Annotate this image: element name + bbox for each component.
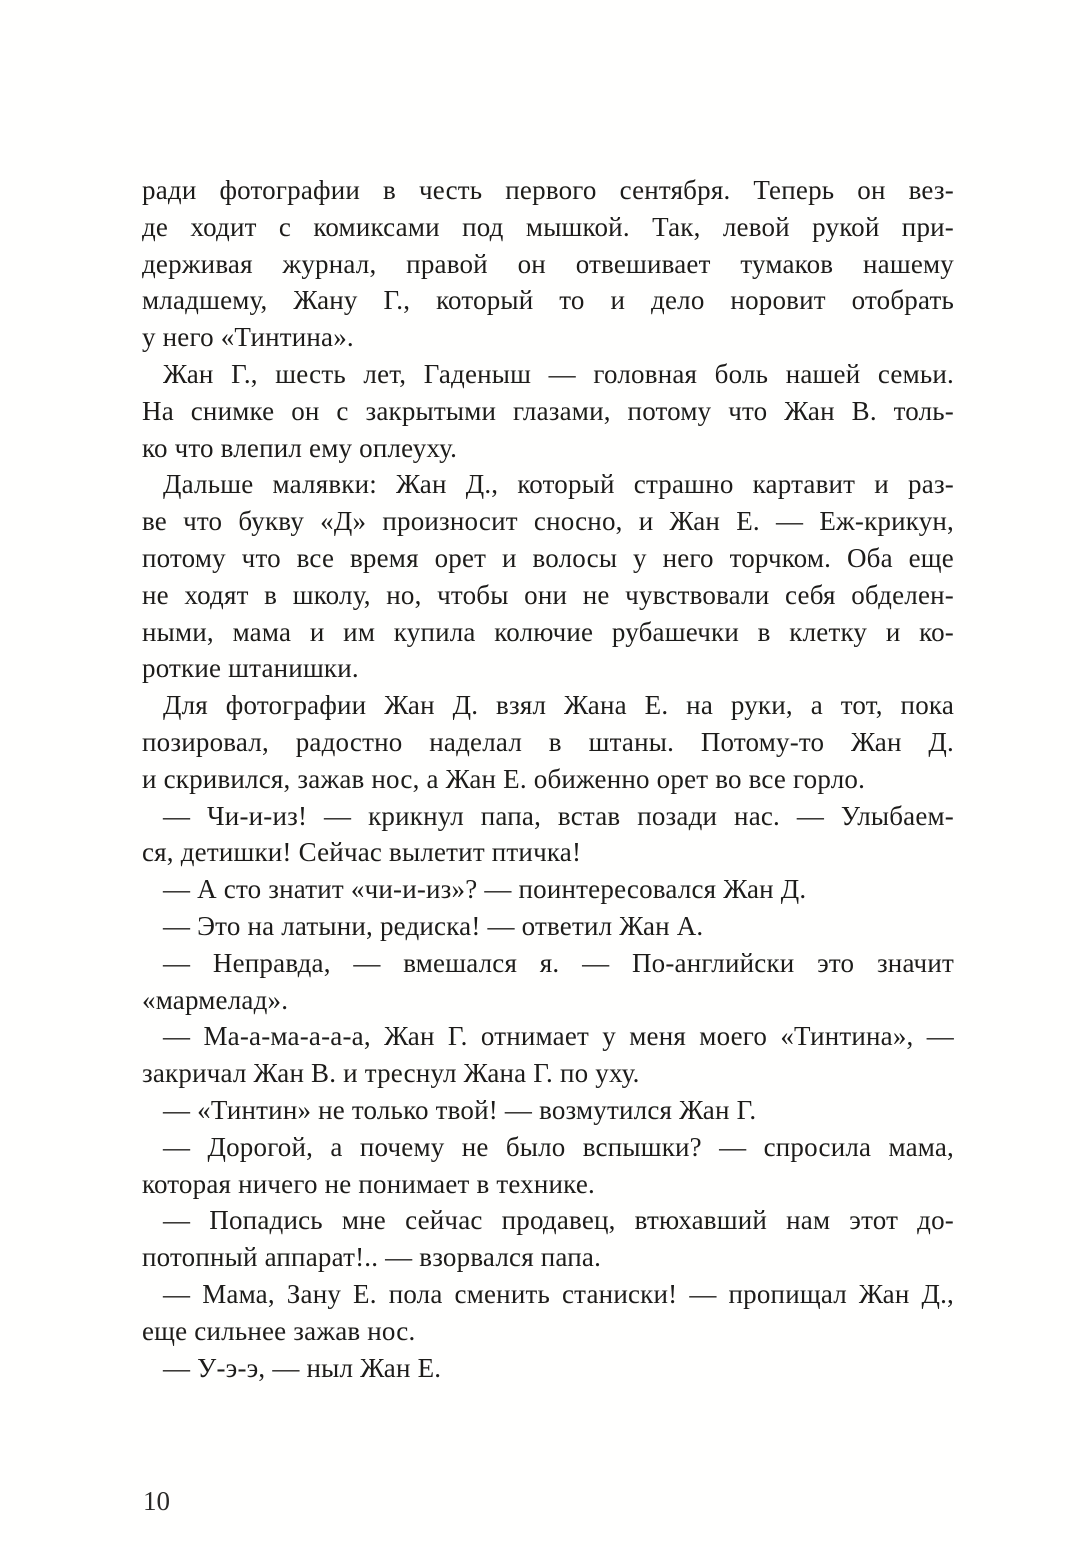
- text-line: ве что букву «Д» произносит сносно, и Жан Е. — Еж-крикун,: [142, 506, 954, 537]
- text-line: — Чи-и-из! — крикнул папа, встав позади нас. — Улыбаем-: [163, 800, 954, 831]
- paragraph: [142, 1018, 954, 1092]
- text-line: — «Тинтин» не только твой! — возмутился Жан Г.: [163, 1094, 757, 1125]
- paragraph: [142, 908, 954, 945]
- text-line: еще сильнее зажав нос.: [142, 1315, 416, 1346]
- text-line: На снимке он с закрытыми глазами, потому что Жан В. толь-: [142, 395, 954, 426]
- text-line: которая ничего не понимает в технике.: [142, 1168, 595, 1199]
- text-line: Дальше малявки: Жан Д., который страшно картавит и раз-: [163, 469, 954, 500]
- text-line: Для фотографии Жан Д. взял Жана Е. на руки, а тот, пока: [163, 690, 954, 721]
- text-line: — А сто знатит «чи-и-из»? — поинтересовался Жан Д.: [163, 874, 807, 905]
- paragraph: [142, 356, 954, 466]
- text-line: закричал Жан В. и треснул Жана Г. по уху.: [142, 1058, 640, 1089]
- text-line: держивая журнал, правой он отвешивает тумаков нашему: [142, 248, 954, 279]
- text-line: младшему, Жану Г., который то и дело норовит отобрать: [142, 285, 954, 316]
- paragraph: [142, 1276, 954, 1350]
- text-line: — Ма-а-ма-а-а-а, Жан Г. отнимает у меня моего «Тинтина», —: [163, 1021, 954, 1052]
- text-line: — Мама, Зану Е. пола сменить станиски! — пропищал Жан Д.,: [163, 1278, 954, 1309]
- paragraph: [142, 871, 954, 908]
- paragraph: [142, 1092, 954, 1129]
- text-line: — Неправда, — вмешался я. — По-английски это значит: [163, 947, 954, 978]
- text-line: ко что влепил ему оплеуху.: [142, 432, 458, 463]
- text-line: потому что все время орет и волосы у него торчком. Оба еще: [142, 542, 954, 573]
- text-line: роткие штанишки.: [142, 653, 359, 684]
- text-line: ради фотографии в честь первого сентября. Теперь он вез-: [142, 175, 954, 205]
- text-line: позировал, радостно наделал в штаны. Потому-то Жан Д.: [142, 726, 954, 757]
- paragraph: [142, 687, 954, 797]
- paragraph: [142, 1350, 954, 1387]
- text-line: ными, мама и им купила колючие рубашечки в клетку и ко-: [142, 616, 954, 647]
- text-line: и скривился, зажав нос, а Жан Е. обиженно орет во все горло.: [142, 763, 866, 794]
- text-line: ся, детишки! Сейчас вылетит птичка!: [142, 837, 582, 868]
- text-line: потопный аппарат!.. — взорвался папа.: [142, 1242, 602, 1273]
- paragraph: [142, 945, 954, 1019]
- text-line: — Попадись мне сейчас продавец, втюхавший нам этот до-: [163, 1205, 954, 1236]
- paragraph: [142, 1202, 954, 1276]
- text-line: де ходит с комиксами под мышкой. Так, левой рукой при-: [142, 211, 954, 242]
- text-block: [142, 172, 954, 1386]
- paragraph: [142, 798, 954, 872]
- text-line: у него «Тинтина».: [142, 322, 354, 353]
- text-line: не ходят в школу, но, чтобы они не чувствовали себя обделен-: [142, 579, 954, 610]
- text-line: — Это на латыни, редиска! — ответил Жан А.: [163, 910, 704, 941]
- text-line: — Дорогой, а почему не было вспышки? — спросила мама,: [163, 1131, 954, 1162]
- page-number: 10: [143, 1486, 170, 1516]
- paragraph: [142, 1129, 954, 1203]
- paragraph: [142, 172, 954, 356]
- text-line: — У-э-э, — ныл Жан Е.: [163, 1352, 442, 1383]
- paragraph: [142, 466, 954, 687]
- text-line: Жан Г., шесть лет, Гаденыш — головная боль нашей семьи.: [163, 358, 954, 389]
- text-line: «мармелад».: [142, 984, 289, 1015]
